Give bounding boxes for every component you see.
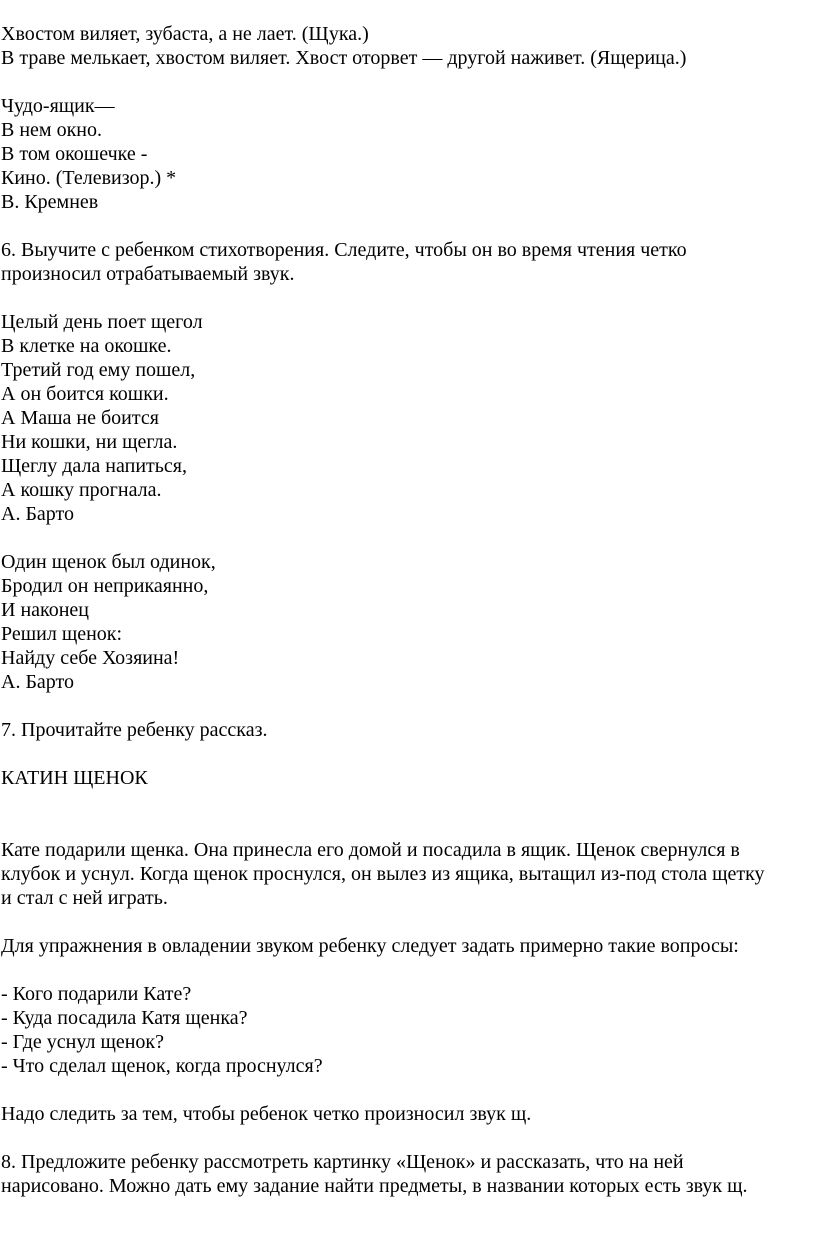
question-item: - Где уснул щенок?	[1, 1031, 165, 1053]
tv-riddle-author: В. Кремнев	[1, 191, 99, 213]
riddle-lizard: В траве мелькает, хвостом виляет. Хвост оторвет — другой наживет. (Ящерица.)	[1, 47, 687, 69]
task-6-line: 6. Выучите с ребенком стихотворения. Следите, чтобы он во время чтения четко	[1, 239, 687, 261]
poem-puppy	[0, 550, 816, 694]
poem-line: Ни кошки, ни щегла.	[1, 431, 178, 453]
tv-riddle-line: В нем окно.	[1, 119, 102, 141]
poem-line: И наконец	[1, 599, 90, 621]
pronunciation-note: Надо следить за тем, чтобы ребенок четко произносил звук щ.	[1, 1103, 532, 1125]
tv-riddle-line: В том окошечке -	[1, 143, 148, 165]
task-8	[0, 1150, 816, 1198]
task-8-line: нарисовано. Можно дать ему задание найти предметы, в названии которых есть звук щ.	[1, 1175, 748, 1197]
poem-line: Найду себе Хозяина!	[1, 647, 180, 669]
exercise-intro: Для упражнения в овладении звуком ребенку следует задать примерно такие вопросы:	[1, 935, 739, 957]
poem-line: Решил щенок:	[1, 623, 123, 645]
question-item: - Кого подарили Кате?	[1, 983, 192, 1005]
tv-riddle-line: Чудо-ящик—	[1, 95, 115, 117]
poem-line: Щеглу дала напиться,	[1, 455, 187, 477]
question-item: - Что сделал щенок, когда проснулся?	[1, 1055, 323, 1077]
poem-goldfinch	[0, 310, 816, 526]
poem-author: А. Барто	[1, 671, 75, 693]
tv-riddle-block	[0, 94, 816, 214]
poem-line: Целый день поет щегол	[1, 311, 203, 333]
riddle-pike: Хвостом виляет, зубаста, а не лает. (Щука.)	[1, 23, 369, 45]
poem-line: А он боится кошки.	[1, 383, 169, 405]
poem-author: А. Барто	[1, 503, 75, 525]
task-6-line: произносил отрабатываемый звук.	[1, 263, 295, 285]
story-text	[0, 838, 816, 910]
story-line: и стал с ней играть.	[1, 887, 168, 909]
riddles-block	[0, 22, 816, 70]
poem-line: А Маша не боится	[1, 407, 159, 429]
task-8-line: 8. Предложите ребенку рассмотреть картинку «Щенок» и рассказать, что на ней	[1, 1151, 684, 1173]
tv-riddle-line: Кино. (Телевизор.) *	[1, 167, 177, 189]
poem-line: Один щенок был одинок,	[1, 551, 216, 573]
poem-line: Третий год ему пошел,	[1, 359, 196, 381]
task-7: 7. Прочитайте ребенку рассказ.	[1, 719, 268, 741]
poem-line: В клетке на окошке.	[1, 335, 172, 357]
poem-line: А кошку прогнала.	[1, 479, 162, 501]
story-line: клубок и уснул. Когда щенок проснулся, он вылез из ящика, вытащил из-под стола щетку	[1, 863, 765, 885]
document-page	[0, 22, 816, 1198]
task-6	[0, 238, 816, 286]
question-item: - Куда посадила Катя щенка?	[1, 1007, 248, 1029]
questions-list	[0, 982, 816, 1078]
poem-line: Бродил он неприкаянно,	[1, 575, 209, 597]
story-line: Кате подарили щенка. Она принесла его домой и посадила в ящик. Щенок свернулся в	[1, 839, 740, 861]
story-title: КАТИН ЩЕНОК	[1, 767, 148, 789]
